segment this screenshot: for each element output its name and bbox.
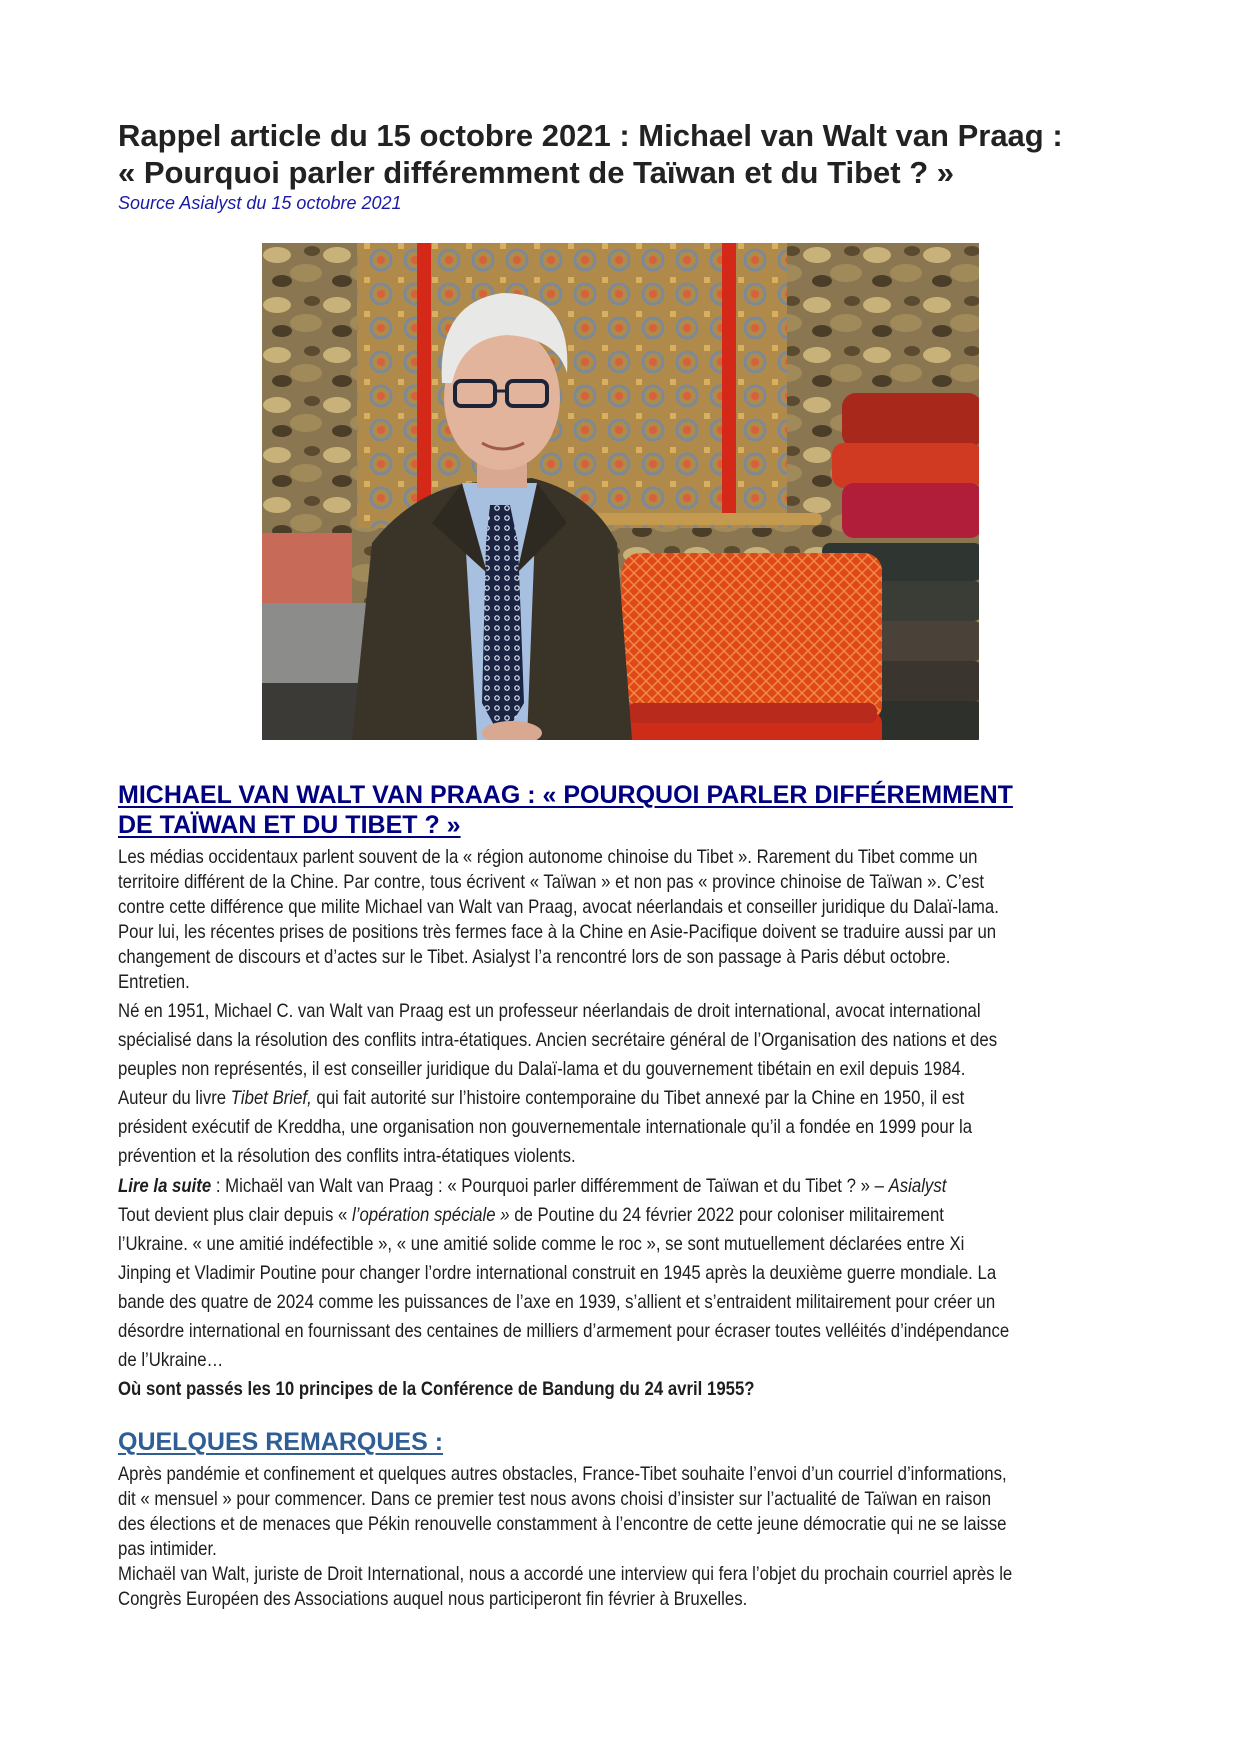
read-more-source[interactable]: Asialyst (888, 1175, 947, 1197)
intro-line: Les médias occidentaux parlent souvent de la « région autonome chinoise du Tibet ». Rarement du Tibet comme un (118, 846, 978, 868)
read-more-line[interactable] (118, 1175, 946, 1198)
intro-line: changement de discours et d’actes sur le Tibet. Asialyst l’a rencontré lors de son passage à Paris début octobre. (118, 946, 951, 968)
remarks-line: des élections et de menaces que Pékin renouvelle constamment à l’encontre de cette jeune démocratie qui ne se laisse (118, 1513, 1007, 1535)
bio-line: président exécutif de Kreddha, une organisation non gouvernementale internationale qu’il a fondée en 1999 pour la (118, 1116, 973, 1138)
remarks-heading: QUELQUES REMARQUES : (118, 1428, 444, 1456)
remarks-line: Après pandémie et confinement et quelques autres obstacles, France-Tibet souhaite l’envoi d’un courriel d’informations, (118, 1463, 1007, 1485)
book-title: Tibet Brief, (230, 1087, 312, 1109)
context-line: de l’Ukraine… (118, 1349, 224, 1371)
bio-text: qui fait autorité sur l’histoire contemporaine du Tibet annexé par la Chine en 1950, il est (311, 1087, 965, 1109)
bio-line: Né en 1951, Michael C. van Walt van Praag est un professeur néerlandais de droit international, avocat international (118, 1000, 981, 1022)
read-more-text[interactable]: : Michaël van Walt van Praag : « Pourquoi parler différemment de Taïwan et du Tibet ? » – (211, 1175, 889, 1197)
portrait-photo-icon (262, 243, 979, 740)
intro-line: territoire différent de la Chine. Par contre, tous écrivent « Taïwan » et non pas « province chinoise de Taïwan ». C’est (118, 871, 985, 893)
context-line: Jinping et Vladimir Poutine pour changer l’ordre international construit en 1945 après la deuxième guerre mondiale. La (118, 1262, 997, 1284)
context-text: de Poutine du 24 février 2022 pour coloniser militairement (509, 1204, 944, 1226)
intro-line: contre cette différence que milite Michael van Walt van Praag, avocat néerlandais et conseiller juridique du Dalaï-lama. (118, 896, 999, 918)
remarks-line: dit « mensuel » pour commencer. Dans ce premier test nous avons choisi d’insister sur l’actualité de Taïwan en raison (118, 1488, 992, 1510)
read-more-label[interactable]: Lire la suite (118, 1175, 212, 1197)
page-title-line-2: « Pourquoi parler différemment de Taïwan et du Tibet ? » (118, 155, 954, 190)
bio-line: peuples non représentés, il est conseiller juridique du Dalaï-lama et du gouvernement tibétain en exil depuis 1984. (118, 1058, 966, 1080)
context-text: Tout devient plus clair depuis « (118, 1204, 352, 1226)
bandung-question: Où sont passés les 10 principes de la Conférence de Bandung du 24 avril 1955? (118, 1378, 755, 1400)
bio-line-with-book (118, 1087, 964, 1110)
context-line (118, 1204, 944, 1227)
bio-text: Auteur du livre (118, 1087, 231, 1109)
context-line: l’Ukraine. « une amitié indéfectible », « une amitié solide comme le roc », se sont mutuellement déclarées entre Xi (118, 1233, 965, 1255)
intro-line: Pour lui, les récentes prises de positions très fermes face à la Chine en Asie-Pacifique doivent se traduire aussi par un (118, 921, 997, 943)
bio-line: prévention et la résolution des conflits intra-étatiques violents. (118, 1145, 576, 1167)
bio-line: spécialisé dans la résolution des conflits intra-étatiques. Ancien secrétaire général de l’Organisation des nations et des (118, 1029, 998, 1051)
source-line: Source Asialyst du 15 octobre 2021 (118, 193, 402, 213)
remarks-line: Michaël van Walt, juriste de Droit International, nous a accordé une interview qui fera l’objet du prochain courriel après le (118, 1563, 1013, 1585)
remarks-line: Congrès Européen des Associations auquel nous participeront fin février à Bruxelles. (118, 1588, 748, 1610)
context-line: bande des quatre de 2024 comme les puissances de l’axe en 1939, s’allient et s’entraident militairement pour créer un (118, 1291, 996, 1313)
article-heading-line-1[interactable]: MICHAEL VAN WALT VAN PRAAG : « POURQUOI PARLER DIFFÉREMMENT (118, 781, 1013, 809)
portrait-photo (262, 243, 979, 740)
intro-line: Entretien. (118, 971, 190, 993)
context-italic: l’opération spéciale » (351, 1204, 510, 1226)
remarks-line: pas intimider. (118, 1538, 217, 1560)
context-line: désordre international en fournissant des centaines de milliers d’armement pour écraser toutes velléités d’indépendance (118, 1320, 1010, 1342)
article-heading-line-2[interactable]: DE TAÏWAN ET DU TIBET ? » (118, 811, 461, 839)
page-title-line-1: Rappel article du 15 octobre 2021 : Michael van Walt van Praag : (118, 118, 1063, 153)
